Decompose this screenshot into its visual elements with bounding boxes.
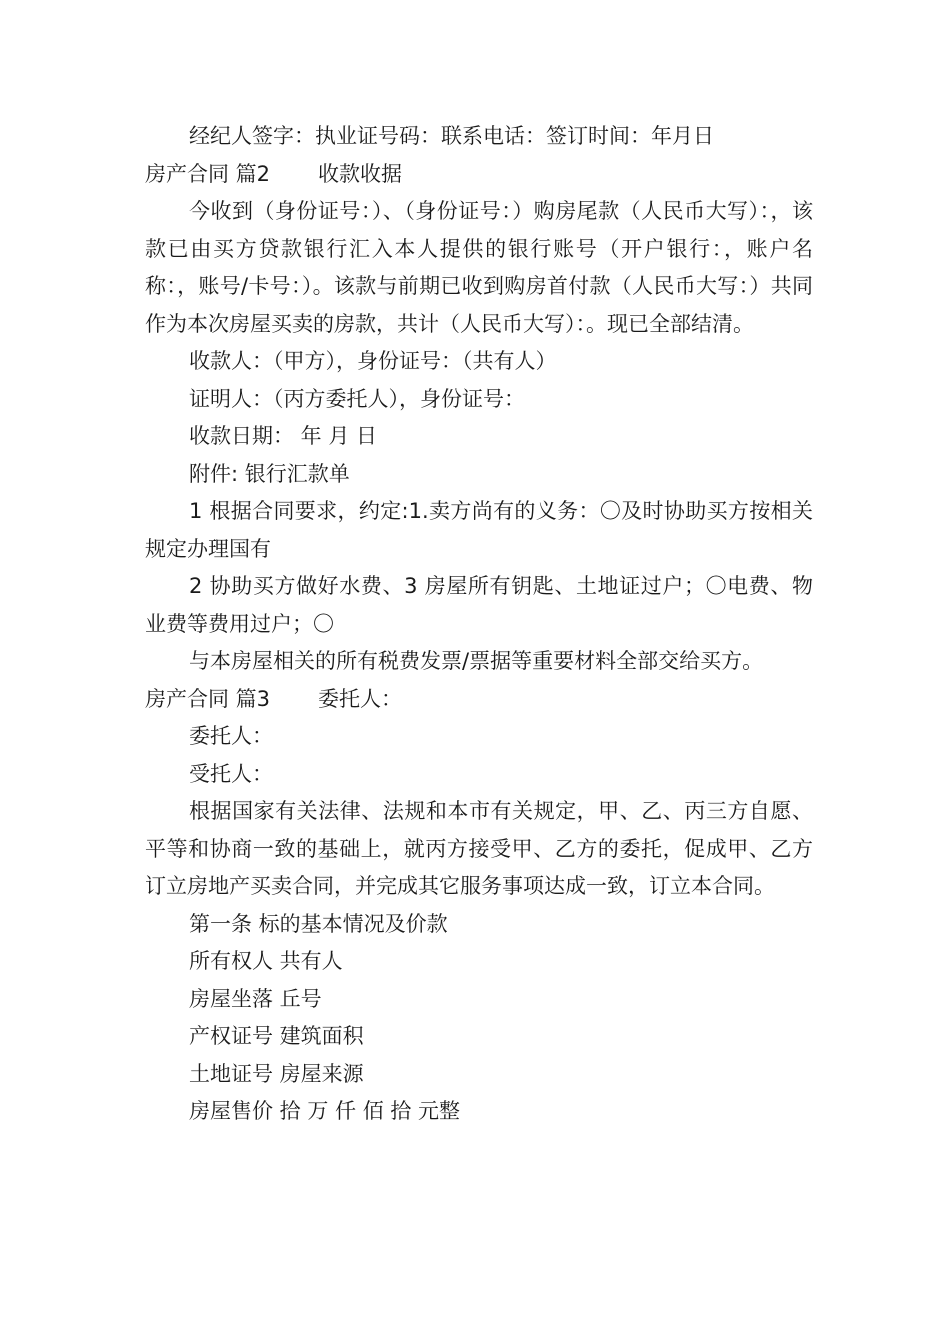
obligation-paragraph-1: 1 根据合同要求，约定:1.卖方尚有的义务：〇及时协助买方按相关规定办理国有 (145, 499, 813, 561)
section-heading-3 (145, 681, 813, 719)
article-1-heading: 第一条 标的基本情况及价款 (189, 911, 448, 936)
preamble-paragraph: 根据国家有关法律、法规和本市有关规定，甲、乙、丙三方自愿、平等和协商一致的基础上，就丙方接受甲、乙方的委托，促成甲、乙方订立房地产买卖合同，并完成其它服务事项达成一致，订立本合同。 (145, 799, 813, 898)
attachment-line: 附件: 银行汇款单 (189, 461, 350, 486)
obligation-paragraph-2: 2 协助买方做好水费、3 房屋所有钥匙、土地证过户；〇电费、物业费等费用过户；〇 (145, 574, 813, 636)
property-cert-line: 产权证号 建筑面积 (189, 1024, 364, 1048)
principal-line: 委托人： (189, 724, 273, 748)
section-number: 房产合同 篇2 (145, 161, 271, 186)
obligation-paragraph-3: 与本房屋相关的所有税费发票/票据等重要材料全部交给买方。 (189, 649, 764, 673)
price-line: 房屋售价 拾 万 仟 佰 拾 元整 (189, 1099, 461, 1123)
broker-signature-line: 经纪人签字：执业证号码：联系电话：签订时间：年月日 (189, 124, 714, 148)
section-title: 委托人： (318, 686, 403, 711)
owner-line: 所有权人 共有人 (189, 949, 343, 973)
land-cert-line: 土地证号 房屋来源 (189, 1061, 364, 1086)
section-heading-2 (145, 156, 813, 194)
section-number: 房产合同 篇3 (145, 686, 271, 711)
receipt-date-line: 收款日期： 年 月 日 (189, 424, 378, 448)
payee-line: 收款人：（甲方），身份证号：（共有人） (189, 349, 557, 373)
location-line: 房屋坐落 丘号 (189, 986, 322, 1011)
section-title: 收款收据 (318, 161, 403, 186)
document-body (145, 118, 813, 1131)
agent-line: 受托人： (189, 761, 273, 786)
receipt-paragraph: 今收到（身份证号：）、（身份证号：）购房尾款（人民币大写）：，该款已由买方贷款银行汇入本人提供的银行账号（开户银行：，账户名称：，账号/卡号：）。该款与前期已收到购房首付款（人民币大写：）共同作为本次房屋买卖的房款，共计（人民币大写）：。现已全部结清。 (145, 199, 813, 336)
witness-line: 证明人：（丙方委托人），身份证号： (189, 386, 525, 411)
